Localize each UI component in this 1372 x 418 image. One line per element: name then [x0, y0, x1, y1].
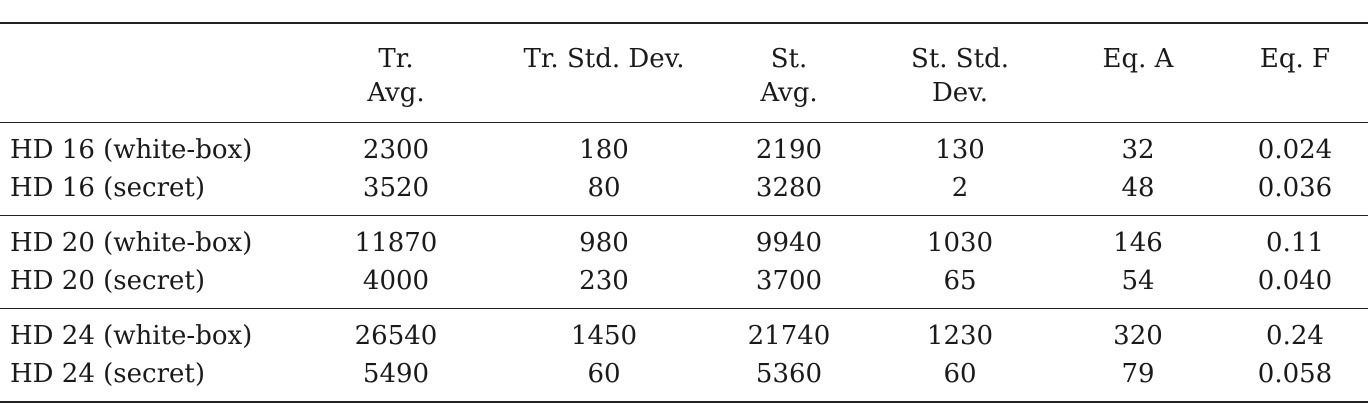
header-row	[0, 23, 1368, 123]
header-cell-tr-avg	[296, 23, 496, 123]
row-label: HD 20 (secret)	[10, 266, 205, 296]
row-group-hd16	[0, 123, 1368, 216]
header-line: Dev.	[931, 78, 989, 108]
cell-st-std-dev: 130	[935, 135, 985, 165]
cell-st-avg: 3280	[755, 173, 823, 203]
cell-tr-std-dev: 230	[579, 266, 629, 296]
cell-tr-avg: 3520	[362, 173, 430, 203]
cell-st-avg: 5360	[755, 359, 823, 389]
cell-tr-std-dev: 80	[587, 173, 621, 203]
cell-st-avg: 9940	[755, 228, 823, 258]
header-line: St. Std.	[911, 44, 1009, 74]
header-line: Avg.	[760, 78, 818, 108]
cell-eq-a: 32	[1121, 135, 1155, 165]
cell-tr-std-dev: 60	[587, 359, 621, 389]
header-line: Tr. Std. Dev.	[523, 44, 685, 74]
table-row	[0, 123, 1368, 170]
cell-st-std-dev: 2	[951, 173, 969, 203]
cell-eq-f: 0.036	[1257, 173, 1333, 203]
header-cell-st-avg	[712, 23, 866, 123]
cell-eq-a: 54	[1121, 266, 1155, 296]
cell-tr-std-dev: 1450	[570, 321, 638, 351]
table-row	[0, 216, 1368, 263]
results-table	[0, 22, 1368, 403]
cell-st-avg: 21740	[747, 321, 831, 351]
table-row	[0, 355, 1368, 402]
cell-eq-f: 0.024	[1257, 135, 1333, 165]
cell-st-avg: 3700	[755, 266, 823, 296]
header-line: Tr.	[378, 44, 414, 74]
table-row	[0, 169, 1368, 216]
cell-tr-std-dev: 180	[579, 135, 629, 165]
cell-tr-avg: 11870	[354, 228, 438, 258]
row-label: HD 16 (secret)	[10, 173, 205, 203]
cell-eq-a: 320	[1113, 321, 1163, 351]
cell-tr-avg: 2300	[362, 135, 430, 165]
table-header	[0, 23, 1368, 123]
row-label: HD 24 (secret)	[10, 359, 205, 389]
cell-st-std-dev: 65	[943, 266, 977, 296]
cell-tr-avg: 5490	[362, 359, 430, 389]
row-group-hd24	[0, 309, 1368, 403]
header-cell-eq-a	[1054, 23, 1222, 123]
cell-st-std-dev: 60	[943, 359, 977, 389]
table-row	[0, 309, 1368, 356]
header-cell-label	[0, 23, 296, 123]
cell-st-std-dev: 1030	[926, 228, 994, 258]
cell-eq-a: 48	[1121, 173, 1155, 203]
row-group-hd20	[0, 216, 1368, 309]
header-line: Eq. A	[1102, 44, 1174, 74]
cell-eq-f: 0.24	[1266, 321, 1324, 351]
header-cell-tr-std-dev	[496, 23, 712, 123]
cell-eq-a: 79	[1121, 359, 1155, 389]
cell-eq-f: 0.058	[1257, 359, 1333, 389]
row-label: HD 16 (white-box)	[10, 135, 253, 165]
header-cell-st-std-dev	[866, 23, 1054, 123]
table-row	[0, 262, 1368, 309]
cell-st-std-dev: 1230	[926, 321, 994, 351]
header-line: St.	[770, 44, 808, 74]
cell-tr-std-dev: 980	[579, 228, 629, 258]
row-label: HD 24 (white-box)	[10, 321, 253, 351]
header-cell-eq-f	[1222, 23, 1368, 123]
cell-tr-avg: 4000	[362, 266, 430, 296]
cell-eq-a: 146	[1113, 228, 1163, 258]
header-line: Avg.	[367, 78, 425, 108]
cell-st-avg: 2190	[755, 135, 823, 165]
cell-eq-f: 0.11	[1266, 228, 1324, 258]
row-label: HD 20 (white-box)	[10, 228, 253, 258]
cell-tr-avg: 26540	[354, 321, 438, 351]
cell-eq-f: 0.040	[1257, 266, 1333, 296]
header-line: Eq. F	[1259, 44, 1331, 74]
